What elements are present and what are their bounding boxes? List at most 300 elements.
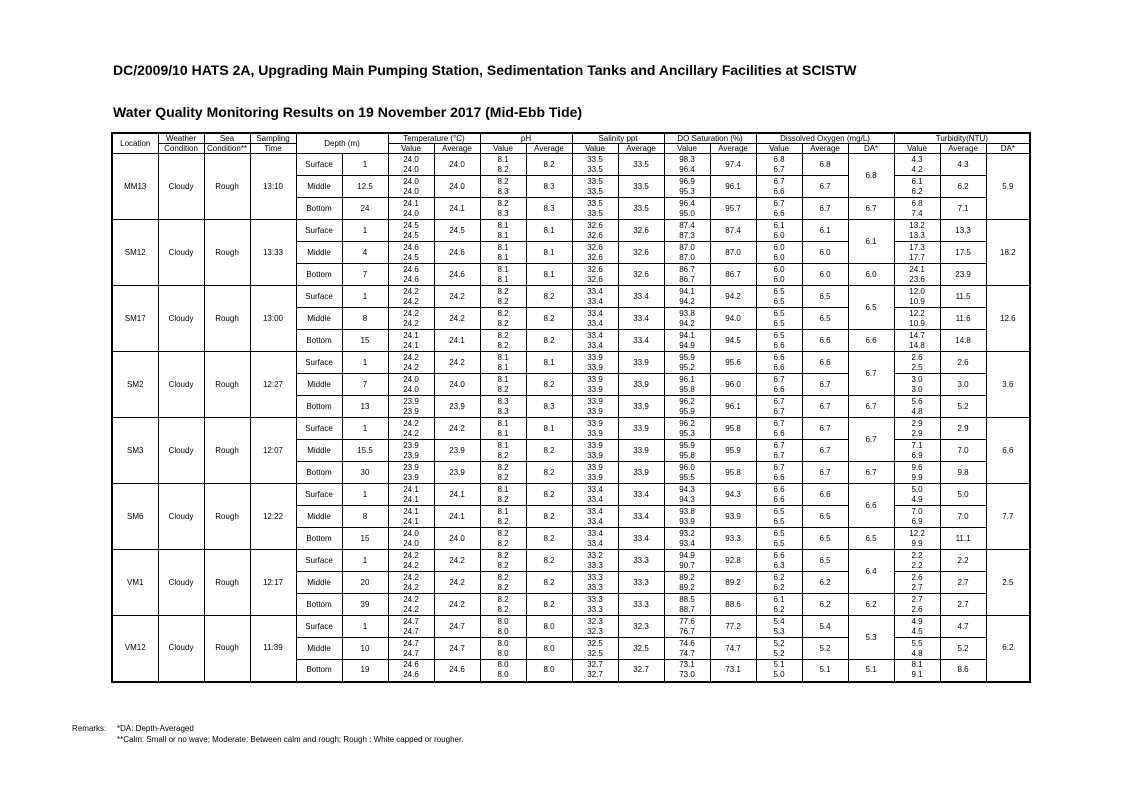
turbidity-value-cell (894, 308, 940, 330)
depth-label-cell: Bottom (296, 264, 342, 286)
do-saturation-value-cell-1: 98.3 (679, 154, 695, 164)
temp-average-cell: 24.2 (434, 286, 480, 308)
depth-label-cell: Bottom (296, 594, 342, 616)
ph-value-cell (480, 528, 526, 550)
salinity-value-cell-2: 32.5 (587, 648, 603, 658)
do-depth-averaged-cell: 5.3 (848, 616, 894, 660)
do-saturation-average-cell: 96.0 (710, 374, 756, 396)
do-value-cell-2: 6.3 (773, 560, 785, 570)
document-title: DC/2009/10 HATS 2A, Upgrading Main Pumping Station, Sedimentation Tanks and Ancillary Facilities at SCISTW (113, 62, 857, 78)
do-saturation-value-cell-1: 96.2 (679, 418, 695, 428)
temp-average-cell: 23.9 (434, 462, 480, 484)
depth-label-cell: Surface (296, 154, 342, 176)
temp-average-cell: 24.0 (434, 176, 480, 198)
turbidity-value-cell-2: 13.3 (909, 230, 925, 240)
ph-value-cell-1: 8.2 (497, 550, 509, 560)
do-average-cell: 6.7 (802, 462, 848, 484)
do-average-cell: 5.2 (802, 638, 848, 660)
turbidity-value-cell-1: 5.5 (911, 638, 923, 648)
header-sal-value: Value (572, 144, 618, 154)
salinity-value-cell (572, 352, 618, 374)
do-value-cell (756, 660, 802, 682)
salinity-value-cell (572, 396, 618, 418)
turbidity-value-cell-1: 8.1 (911, 660, 923, 670)
ph-average-cell: 8.1 (526, 242, 572, 264)
temp-value-cell (388, 154, 434, 176)
salinity-value-cell-2: 32.3 (587, 626, 603, 636)
turbidity-value-cell-2: 2.2 (911, 560, 923, 570)
do-saturation-average-cell: 94.5 (710, 330, 756, 352)
header-temperature: Temperature (°C) (388, 133, 480, 144)
salinity-value-cell-2: 33.5 (587, 186, 603, 196)
sampling-time-cell: 12:07 (250, 418, 296, 484)
do-value-cell-1: 6.7 (773, 198, 785, 208)
turbidity-value-cell (894, 572, 940, 594)
do-saturation-value-cell-1: 94.9 (679, 550, 695, 560)
table-row (112, 550, 1030, 572)
do-saturation-value-cell-2: 89.2 (679, 582, 695, 592)
do-saturation-value-cell-1: 73.1 (679, 660, 695, 670)
depth-value-cell: 1 (342, 352, 388, 374)
ph-average-cell: 8.2 (526, 594, 572, 616)
ph-value-cell (480, 374, 526, 396)
do-average-cell: 6.7 (802, 440, 848, 462)
temp-value-cell (388, 418, 434, 440)
depth-label-cell: Surface (296, 616, 342, 638)
ph-average-cell: 8.2 (526, 462, 572, 484)
do-value-cell (756, 616, 802, 638)
depth-value-cell: 1 (342, 154, 388, 176)
header-temp-average: Average (434, 144, 480, 154)
depth-label-cell: Middle (296, 242, 342, 264)
do-saturation-value-cell-1: 96.2 (679, 396, 695, 406)
ph-value-cell-2: 8.2 (497, 604, 509, 614)
do-saturation-value-cell (664, 330, 710, 352)
salinity-value-cell (572, 176, 618, 198)
table-row (112, 616, 1030, 638)
ph-value-cell-2: 8.1 (497, 428, 509, 438)
ph-value-cell (480, 462, 526, 484)
depth-value-cell: 1 (342, 418, 388, 440)
turbidity-depth-averaged-cell: 2.5 (986, 550, 1030, 616)
sampling-time-cell: 12:27 (250, 352, 296, 418)
temp-value-cell-2: 24.1 (403, 494, 419, 504)
do-value-cell-2: 6.5 (773, 516, 785, 526)
salinity-value-cell-1: 32.7 (587, 660, 603, 670)
do-average-cell: 6.6 (802, 330, 848, 352)
do-value-cell-1: 6.7 (773, 418, 785, 428)
do-value-cell (756, 220, 802, 242)
salinity-average-cell: 33.3 (618, 594, 664, 616)
do-saturation-value-cell-1: 74.6 (679, 638, 695, 648)
do-saturation-average-cell: 93.3 (710, 528, 756, 550)
do-value-cell-2: 5.3 (773, 626, 785, 636)
do-saturation-value-cell (664, 418, 710, 440)
header-turb-value: Value (894, 144, 940, 154)
temp-value-cell-2: 24.5 (403, 252, 419, 262)
do-saturation-value-cell-1: 94.3 (679, 484, 695, 494)
salinity-value-cell-2: 33.3 (587, 582, 603, 592)
turbidity-value-cell-1: 13.2 (909, 220, 925, 230)
do-depth-averaged-cell: 6.7 (848, 352, 894, 396)
salinity-value-cell-1: 33.9 (587, 374, 603, 384)
do-value-cell-1: 6.7 (773, 440, 785, 450)
turbidity-average-cell: 23.9 (940, 264, 986, 286)
ph-value-cell-2: 8.2 (497, 340, 509, 350)
temp-average-cell: 24.1 (434, 330, 480, 352)
temp-value-cell-2: 24.6 (403, 274, 419, 284)
do-saturation-value-cell (664, 374, 710, 396)
ph-average-cell: 8.2 (526, 154, 572, 176)
do-value-cell-2: 6.0 (773, 230, 785, 240)
do-saturation-average-cell: 95.7 (710, 198, 756, 220)
do-value-cell (756, 352, 802, 374)
ph-average-cell: 8.3 (526, 198, 572, 220)
ph-average-cell: 8.1 (526, 220, 572, 242)
temp-value-cell-1: 24.1 (403, 198, 419, 208)
temp-value-cell-2: 24.0 (403, 186, 419, 196)
salinity-value-cell-1: 32.6 (587, 220, 603, 230)
turbidity-average-cell: 14.8 (940, 330, 986, 352)
do-saturation-value-cell-2: 95.9 (679, 406, 695, 416)
do-average-cell: 5.1 (802, 660, 848, 682)
temp-average-cell: 24.0 (434, 374, 480, 396)
salinity-value-cell (572, 308, 618, 330)
do-saturation-value-cell (664, 154, 710, 176)
salinity-average-cell: 33.9 (618, 352, 664, 374)
ph-value-cell-2: 8.2 (497, 472, 509, 482)
salinity-value-cell-2: 32.6 (587, 230, 603, 240)
turbidity-value-cell (894, 352, 940, 374)
temp-value-cell-1: 24.2 (403, 308, 419, 318)
ph-value-cell-2: 8.1 (497, 362, 509, 372)
salinity-average-cell: 32.6 (618, 220, 664, 242)
turbidity-value-cell-1: 3.0 (911, 374, 923, 384)
remarks (72, 723, 463, 745)
ph-average-cell: 8.2 (526, 330, 572, 352)
do-saturation-value-cell-2: 90.7 (679, 560, 695, 570)
ph-value-cell (480, 330, 526, 352)
do-value-cell-1: 6.0 (773, 242, 785, 252)
location-cell: VM12 (112, 616, 158, 682)
do-saturation-value-cell-2: 94.2 (679, 296, 695, 306)
depth-label-cell: Bottom (296, 198, 342, 220)
do-value-cell-1: 5.2 (773, 638, 785, 648)
salinity-value-cell-1: 33.2 (587, 550, 603, 560)
temp-value-cell (388, 396, 434, 418)
do-saturation-average-cell: 95.9 (710, 440, 756, 462)
turbidity-value-cell-1: 6.1 (911, 176, 923, 186)
sea-condition-cell: Rough (204, 154, 250, 220)
do-depth-averaged-cell: 6.1 (848, 220, 894, 264)
ph-value-cell-1: 8.1 (497, 264, 509, 274)
sea-condition-cell: Rough (204, 286, 250, 352)
temp-value-cell-2: 24.2 (403, 362, 419, 372)
ph-value-cell-2: 8.1 (497, 230, 509, 240)
turbidity-value-cell-1: 7.0 (911, 506, 923, 516)
depth-label-cell: Middle (296, 638, 342, 660)
temp-value-cell-2: 24.0 (403, 164, 419, 174)
do-saturation-value-cell-2: 94.2 (679, 318, 695, 328)
salinity-value-cell (572, 198, 618, 220)
salinity-value-cell-1: 32.3 (587, 616, 603, 626)
temp-average-cell: 23.9 (434, 440, 480, 462)
depth-value-cell: 24 (342, 198, 388, 220)
temp-average-cell: 24.2 (434, 418, 480, 440)
ph-average-cell: 8.3 (526, 396, 572, 418)
do-value-cell (756, 176, 802, 198)
temp-value-cell-2: 24.0 (403, 538, 419, 548)
weather-cell: Cloudy (158, 616, 204, 682)
do-bottom-da-cell: 6.5 (848, 528, 894, 550)
do-average-cell: 6.7 (802, 418, 848, 440)
depth-label-cell: Middle (296, 308, 342, 330)
do-saturation-value-cell-1: 94.1 (679, 330, 695, 340)
temp-average-cell: 23.9 (434, 396, 480, 418)
do-saturation-value-cell-1: 95.9 (679, 352, 695, 362)
do-saturation-value-cell-1: 94.1 (679, 286, 695, 296)
do-saturation-average-cell: 94.0 (710, 308, 756, 330)
do-saturation-average-cell: 94.3 (710, 484, 756, 506)
salinity-value-cell-2: 32.6 (587, 274, 603, 284)
temp-average-cell: 24.1 (434, 484, 480, 506)
ph-value-cell-1: 8.0 (497, 616, 509, 626)
header-do-saturation: DO Saturation (%) (664, 133, 756, 144)
do-value-cell (756, 638, 802, 660)
turbidity-average-cell: 2.9 (940, 418, 986, 440)
do-saturation-value-cell (664, 286, 710, 308)
depth-value-cell: 39 (342, 594, 388, 616)
turbidity-value-cell-1: 5.6 (911, 396, 923, 406)
turbidity-value-cell-2: 4.5 (911, 626, 923, 636)
depth-label-cell: Middle (296, 506, 342, 528)
turbidity-value-cell-2: 10.9 (909, 296, 925, 306)
ph-value-cell-1: 8.1 (497, 484, 509, 494)
ph-value-cell-2: 8.2 (497, 384, 509, 394)
do-value-cell-2: 6.6 (773, 208, 785, 218)
do-saturation-value-cell (664, 242, 710, 264)
do-depth-averaged-cell: 6.7 (848, 418, 894, 462)
salinity-value-cell-1: 33.4 (587, 308, 603, 318)
temp-value-cell-1: 23.9 (403, 440, 419, 450)
salinity-value-cell-2: 33.4 (587, 538, 603, 548)
salinity-average-cell: 32.7 (618, 660, 664, 682)
salinity-value-cell-2: 33.9 (587, 428, 603, 438)
ph-value-cell-2: 8.0 (497, 670, 509, 680)
depth-value-cell: 1 (342, 616, 388, 638)
salinity-value-cell-2: 33.9 (587, 362, 603, 372)
do-saturation-average-cell: 87.0 (710, 242, 756, 264)
do-saturation-value-cell-1: 89.2 (679, 572, 695, 582)
table-row (112, 418, 1030, 440)
do-bottom-da-cell: 6.7 (848, 198, 894, 220)
depth-value-cell: 15.5 (342, 440, 388, 462)
do-value-cell-1: 6.5 (773, 308, 785, 318)
turbidity-value-cell-1: 7.1 (911, 440, 923, 450)
table-row (112, 352, 1030, 374)
depth-value-cell: 1 (342, 286, 388, 308)
salinity-value-cell-1: 33.5 (587, 176, 603, 186)
do-saturation-average-cell: 86.7 (710, 264, 756, 286)
temp-average-cell: 24.5 (434, 220, 480, 242)
salinity-value-cell-1: 33.9 (587, 352, 603, 362)
ph-value-cell-2: 8.0 (497, 626, 509, 636)
turbidity-value-cell-1: 4.3 (911, 154, 923, 164)
turbidity-value-cell-2: 2.6 (911, 604, 923, 614)
do-saturation-average-cell: 87.4 (710, 220, 756, 242)
temp-value-cell-2: 23.9 (403, 406, 419, 416)
water-quality-table (111, 132, 1031, 683)
turbidity-average-cell: 11.6 (940, 308, 986, 330)
ph-average-cell: 8.0 (526, 638, 572, 660)
salinity-average-cell: 33.3 (618, 550, 664, 572)
salinity-value-cell (572, 286, 618, 308)
do-saturation-value-cell (664, 198, 710, 220)
weather-cell: Cloudy (158, 484, 204, 550)
table-row (112, 286, 1030, 308)
ph-average-cell: 8.2 (526, 572, 572, 594)
temp-value-cell-2: 23.9 (403, 450, 419, 460)
header-sea: Sea (204, 133, 250, 144)
turbidity-average-cell: 5.0 (940, 484, 986, 506)
turbidity-value-cell-2: 6.9 (911, 450, 923, 460)
depth-label-cell: Middle (296, 572, 342, 594)
salinity-average-cell: 33.9 (618, 418, 664, 440)
temp-value-cell-2: 24.2 (403, 560, 419, 570)
turbidity-depth-averaged-cell: 6.6 (986, 418, 1030, 484)
do-bottom-da-cell: 6.0 (848, 264, 894, 286)
turbidity-value-cell-2: 2.9 (911, 428, 923, 438)
do-value-cell-1: 6.1 (773, 594, 785, 604)
turbidity-value-cell (894, 242, 940, 264)
turbidity-value-cell-2: 7.4 (911, 208, 923, 218)
temp-value-cell-2: 24.2 (403, 428, 419, 438)
do-value-cell-2: 6.7 (773, 164, 785, 174)
do-saturation-value-cell-1: 95.9 (679, 440, 695, 450)
ph-value-cell (480, 198, 526, 220)
temp-value-cell-2: 24.2 (403, 318, 419, 328)
turbidity-value-cell (894, 484, 940, 506)
temp-value-cell-1: 24.2 (403, 550, 419, 560)
do-average-cell: 6.5 (802, 506, 848, 528)
table-row (112, 154, 1030, 176)
header-sal-average: Average (618, 144, 664, 154)
salinity-value-cell-1: 33.4 (587, 506, 603, 516)
depth-value-cell: 7 (342, 374, 388, 396)
ph-value-cell-1: 8.1 (497, 220, 509, 230)
do-depth-averaged-cell: 6.8 (848, 154, 894, 198)
salinity-average-cell: 33.9 (618, 374, 664, 396)
do-saturation-value-cell (664, 594, 710, 616)
turbidity-depth-averaged-cell: 12.6 (986, 286, 1030, 352)
temp-average-cell: 24.6 (434, 242, 480, 264)
do-depth-averaged-cell: 6.4 (848, 550, 894, 594)
sea-condition-cell: Rough (204, 220, 250, 286)
do-saturation-average-cell: 95.8 (710, 462, 756, 484)
ph-average-cell: 8.2 (526, 484, 572, 506)
header-weather-condition: Condition (158, 144, 204, 154)
do-value-cell-2: 6.5 (773, 296, 785, 306)
temp-value-cell (388, 176, 434, 198)
salinity-average-cell: 33.4 (618, 286, 664, 308)
sampling-time-cell: 12:17 (250, 550, 296, 616)
turbidity-value-cell-2: 17.7 (909, 252, 925, 262)
do-saturation-average-cell: 96.1 (710, 396, 756, 418)
depth-label-cell: Bottom (296, 396, 342, 418)
location-cell: VM1 (112, 550, 158, 616)
temp-value-cell-2: 24.1 (403, 516, 419, 526)
do-average-cell: 6.0 (802, 264, 848, 286)
turbidity-average-cell: 13.3 (940, 220, 986, 242)
ph-value-cell-1: 8.1 (497, 242, 509, 252)
ph-value-cell-1: 8.1 (497, 154, 509, 164)
salinity-value-cell-1: 32.6 (587, 242, 603, 252)
do-saturation-value-cell (664, 264, 710, 286)
temp-average-cell: 24.6 (434, 264, 480, 286)
turbidity-value-cell-2: 4.8 (911, 648, 923, 658)
do-saturation-value-cell-2: 96.4 (679, 164, 695, 174)
turbidity-value-cell-2: 9.9 (911, 538, 923, 548)
do-saturation-value-cell-2: 95.3 (679, 186, 695, 196)
temp-value-cell (388, 308, 434, 330)
ph-value-cell (480, 352, 526, 374)
do-value-cell (756, 330, 802, 352)
salinity-value-cell (572, 154, 618, 176)
ph-value-cell-1: 8.0 (497, 660, 509, 670)
temp-value-cell (388, 660, 434, 682)
depth-value-cell: 1 (342, 550, 388, 572)
do-value-cell (756, 528, 802, 550)
salinity-average-cell: 33.4 (618, 506, 664, 528)
temp-value-cell-2: 24.7 (403, 626, 419, 636)
header-ph-value: Value (480, 144, 526, 154)
sampling-time-cell: 13:00 (250, 286, 296, 352)
temp-value-cell (388, 330, 434, 352)
salinity-value-cell-1: 33.5 (587, 198, 603, 208)
ph-value-cell-1: 8.3 (497, 396, 509, 406)
ph-average-cell: 8.3 (526, 176, 572, 198)
do-value-cell (756, 396, 802, 418)
do-depth-averaged-cell: 6.6 (848, 484, 894, 528)
turbidity-value-cell (894, 440, 940, 462)
temp-value-cell-2: 24.6 (403, 670, 419, 680)
salinity-value-cell (572, 440, 618, 462)
temp-average-cell: 24.2 (434, 352, 480, 374)
header-salinity: Salinity ppt (572, 133, 664, 144)
temp-value-cell-1: 24.1 (403, 506, 419, 516)
do-saturation-average-cell: 93.9 (710, 506, 756, 528)
turbidity-value-cell (894, 418, 940, 440)
salinity-average-cell: 33.4 (618, 484, 664, 506)
temp-value-cell (388, 594, 434, 616)
temp-average-cell: 24.7 (434, 616, 480, 638)
turbidity-value-cell-2: 6.2 (911, 186, 923, 196)
turbidity-value-cell (894, 550, 940, 572)
temp-value-cell-1: 23.9 (403, 462, 419, 472)
do-value-cell (756, 308, 802, 330)
do-saturation-average-cell: 77.2 (710, 616, 756, 638)
ph-value-cell-2: 8.2 (497, 494, 509, 504)
temp-value-cell-2: 24.0 (403, 208, 419, 218)
salinity-value-cell (572, 220, 618, 242)
depth-value-cell: 13 (342, 396, 388, 418)
do-saturation-value-cell-1: 96.0 (679, 462, 695, 472)
depth-value-cell: 8 (342, 308, 388, 330)
depth-label-cell: Bottom (296, 528, 342, 550)
salinity-value-cell (572, 242, 618, 264)
do-average-cell: 5.4 (802, 616, 848, 638)
depth-label-cell: Surface (296, 352, 342, 374)
